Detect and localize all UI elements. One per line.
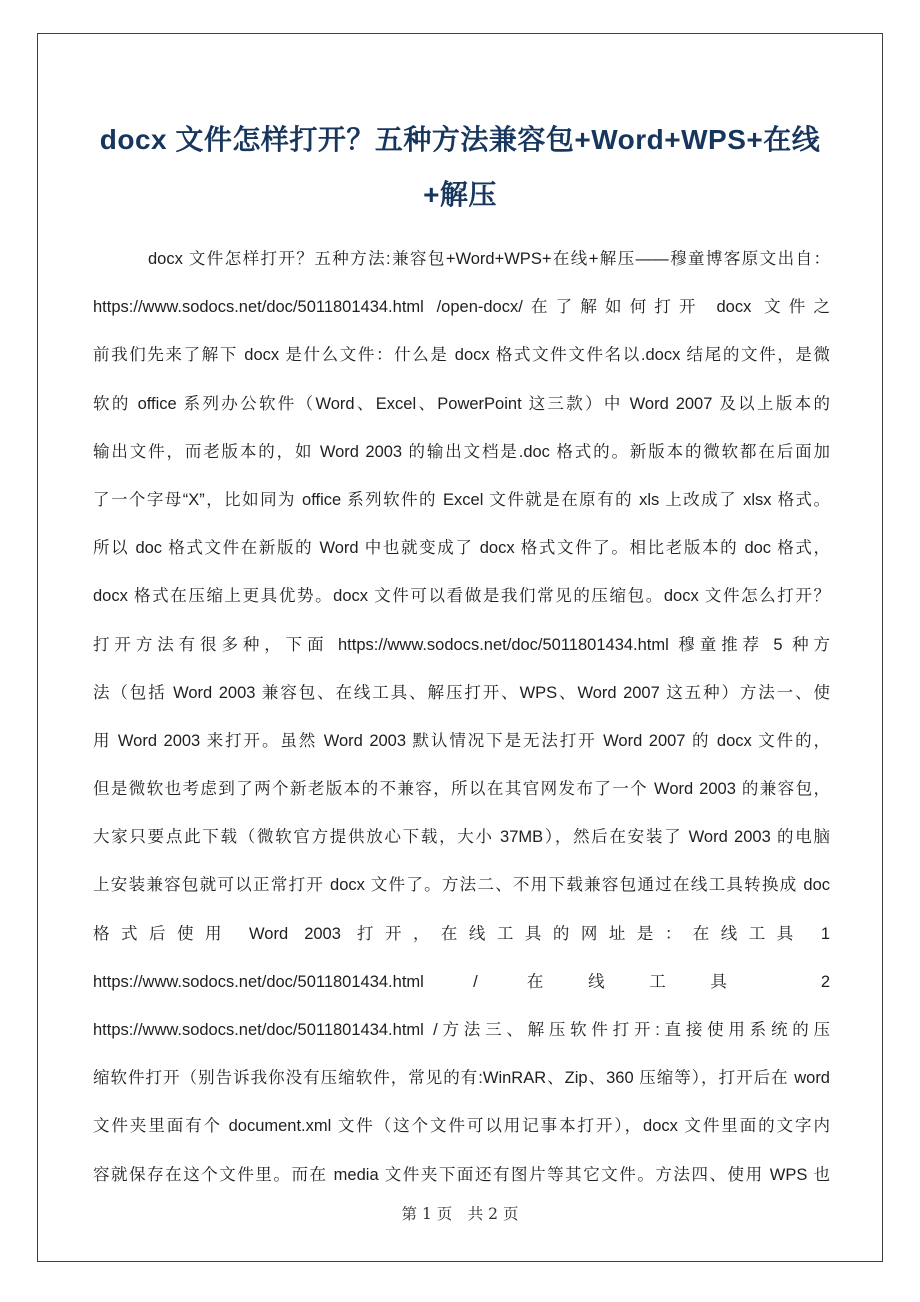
body-text-line: 打开方法有很多种，下面 https://www.sodocs.net/doc/5011801434.html 穆童推荐 5 种方 — [93, 635, 830, 654]
body-text-line: 前我们先来了解下 docx 是什么文件：什么是 docx 格式文件文件名以.docx 结尾的文件，是微 — [93, 346, 830, 365]
body-text-line: docx 文件怎样打开？五种方法:兼容包+Word+WPS+在线+解压——穆童博客原文出自： — [148, 250, 830, 268]
body-text-line: docx 格式在压缩上更具优势。docx 文件可以看做是我们常见的压缩包。docx 文件怎么打开？ — [93, 587, 830, 606]
body-text-line: 上安装兼容包就可以正常打开 docx 文件了。方法二、不用下载兼容包通过在线工具转换成 doc — [93, 876, 830, 895]
page-footer: 第 1 页 共 2 页 — [401, 1205, 519, 1223]
document-body — [93, 235, 830, 1199]
body-text-line: 所以 doc 格式文件在新版的 Word 中也就变成了 docx 格式文件了。相比老版本的 doc 格式， — [93, 539, 830, 558]
body-text-line: 了一个字母“X”，比如同为 office 系列软件的 Excel 文件就是在原有的 xls 上改成了 xlsx 格式。 — [93, 490, 830, 509]
document-title — [60, 112, 860, 222]
body-text-line: 法（包括 Word 2003 兼容包、在线工具、解压打开、WPS、Word 2007 这五种）方法一、使 — [93, 683, 830, 702]
body-text-line: 软的 office 系列办公软件（Word、Excel、PowerPoint 这三款）中 Word 2007 及以上版本的 — [93, 394, 830, 413]
body-text-line: https://www.sodocs.net/doc/5011801434.html / 在线工具 2 — [93, 972, 830, 991]
body-text-line: 格式后使用 Word 2003 打开，在线工具的网址是：在线工具 1 — [93, 924, 830, 943]
body-text-line: https://www.sodocs.net/doc/5011801434.html /方法三、解压软件打开:直接使用系统的压 — [93, 1021, 830, 1039]
body-text-line: 容就保存在这个文件里。而在 media 文件夹下面还有图片等其它文件。方法四、使用 WPS 也 — [93, 1165, 830, 1184]
body-text-line: 文件夹里面有个 document.xml 文件（这个文件可以用记事本打开），docx 文件里面的文字内 — [93, 1117, 830, 1136]
body-text-line: https://www.sodocs.net/doc/5011801434.html /open-docx/在了解如何打开 docx 文件之 — [93, 298, 830, 317]
body-text-line: 用 Word 2003 来打开。虽然 Word 2003 默认情况下是无法打开 Word 2007 的 docx 文件的， — [93, 731, 830, 750]
title-line-2: +解压 — [423, 179, 497, 210]
body-text-line: 但是微软也考虑到了两个新老版本的不兼容，所以在其官网发布了一个 Word 2003 的兼容包， — [93, 780, 830, 799]
body-text-line: 输出文件，而老版本的，如 Word 2003 的输出文档是.doc 格式的。新版本的微软都在后面加 — [93, 442, 830, 461]
title-line-1: docx 文件怎样打开？五种方法兼容包+Word+WPS+在线 — [99, 124, 821, 155]
body-text-line: 缩软件打开（别告诉我你没有压缩软件，常见的有:WinRAR、Zip、360 压缩等），打开后在 word — [93, 1069, 830, 1088]
body-text-line: 大家只要点此下载（微软官方提供放心下载，大小 37MB），然后在安装了 Word 2003 的电脑 — [93, 828, 830, 847]
